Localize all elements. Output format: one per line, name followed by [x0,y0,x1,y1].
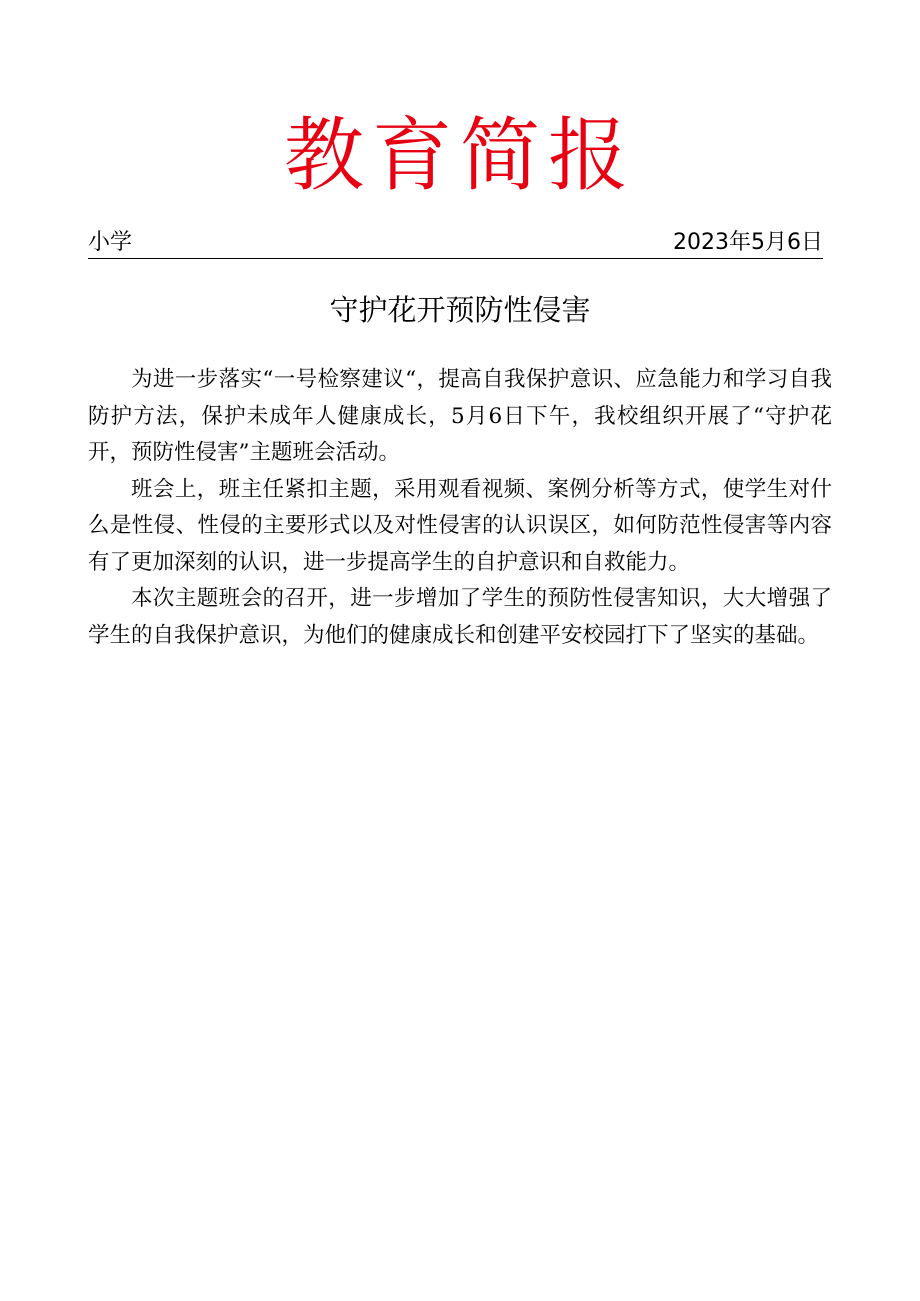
organization-label: 小学 [88,230,133,255]
info-bar [88,228,823,259]
article-paragraph: 本次主题班会的召开，进一步增加了学生的预防性侵害知识，大大增强了学生的自我保护意识，为他们的健康成长和创建平安校园打下了坚实的基础。 [88,586,832,648]
article-headline: 守护花开预防性侵害 [329,293,591,327]
article-paragraph: 班会上，班主任紧扣主题，采用观看视频、案例分析等方式，使学生对什么是性侵、性侵的主要形式以及对性侵害的认识误区，如何防范性侵害等内容有了更加深刻的认识，进一步提高学生的自护意识和自救能力。 [88,476,832,575]
article-paragraph: 为进一步落实“一号检察建议“，提高自我保护意识、应急能力和学习自我防护方法，保护未成年人健康成长，5月6日下午，我校组织开展了“守护花开，预防性侵害”主题班会活动。 [88,367,832,465]
masthead-title: 教育简报 [284,109,636,202]
issue-date: 2023年5月6日 [673,230,823,255]
article-body [88,362,832,654]
